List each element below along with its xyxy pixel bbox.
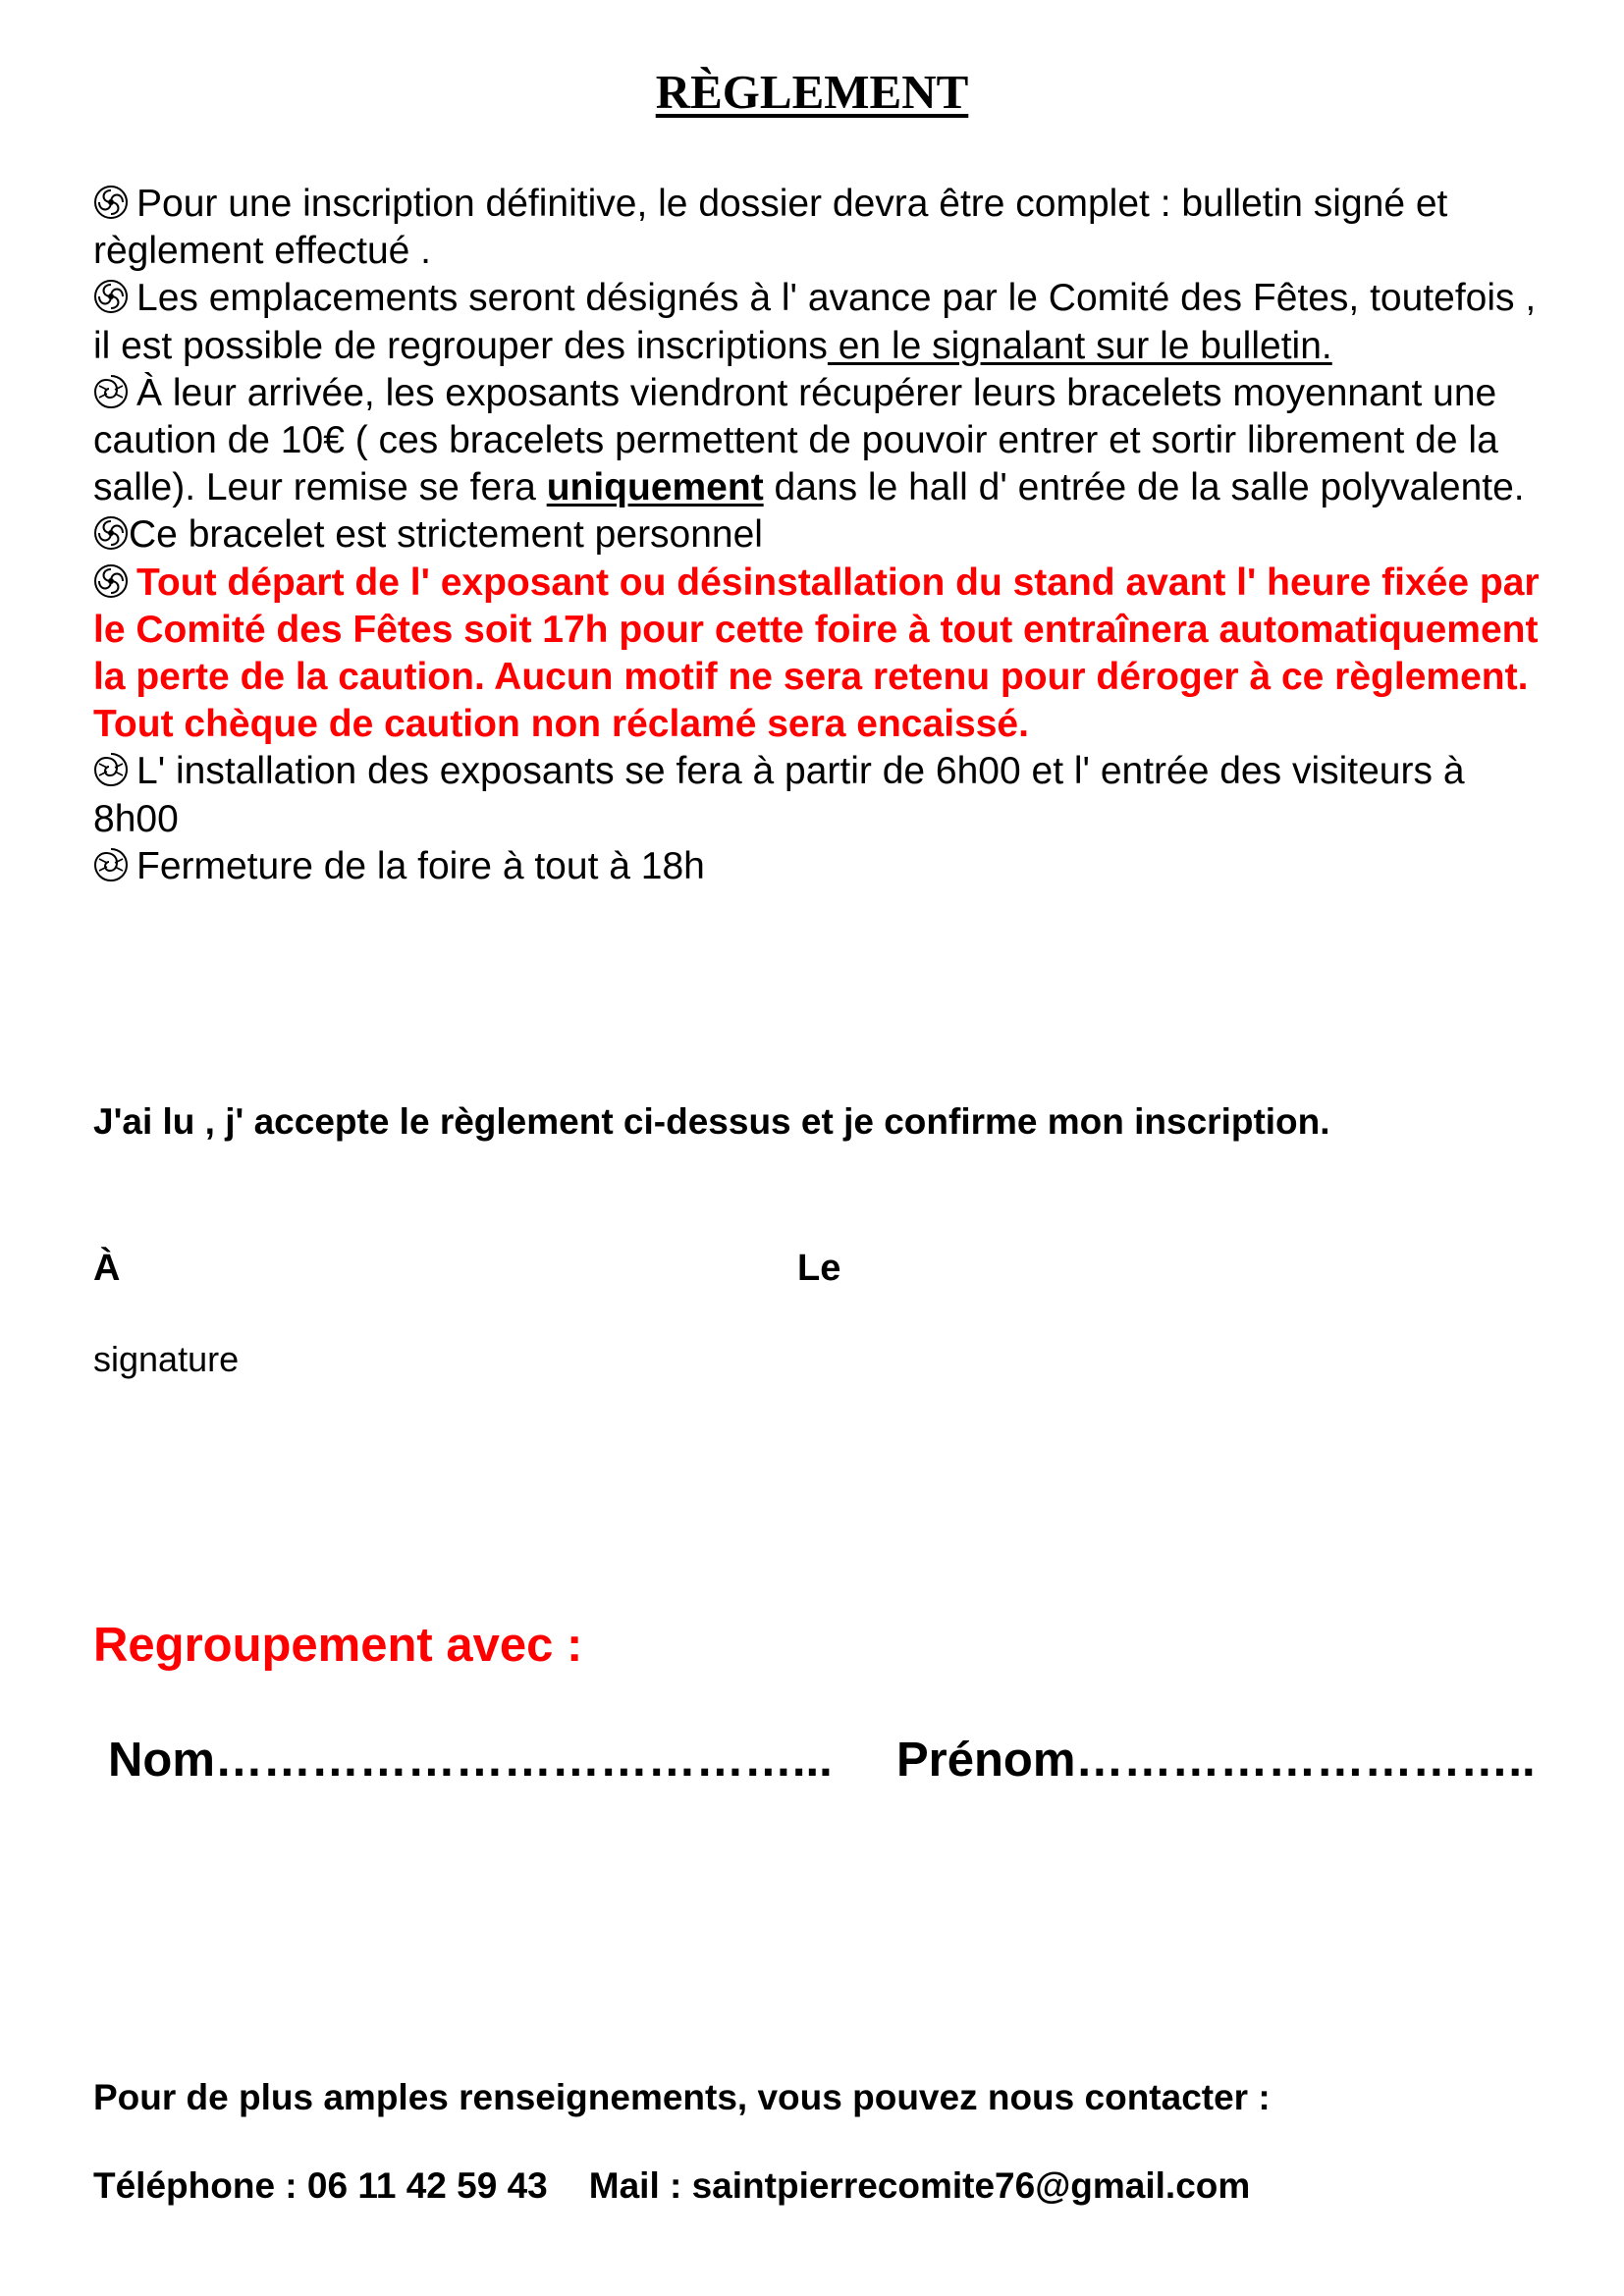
rule-7: [93, 843, 1546, 890]
rule-3-text: À leur arrivée, les exposants viendront récupérer leurs bracelets moyennant une caution de 10€ ( ces bracelets permettent de pouvoir entrer et sortir librement de la salle). Leur remise se fera: [93, 371, 1498, 509]
rule-3-text-end: dans le hall d' entrée de la salle polyvalente.: [763, 466, 1525, 509]
rule-1: [93, 181, 1546, 275]
contact-line: [93, 2165, 1250, 2207]
rule-6: [93, 748, 1546, 842]
prenom-field: Prénom………………………..: [896, 1734, 1536, 1787]
swirl-bullet-icon: [93, 279, 129, 314]
rule-6-text: L' installation des exposants se fera à partir de 6h00 et l' entrée des visiteurs à 8h00: [93, 750, 1465, 840]
rule-5-warning: Tout départ de l' exposant ou désinstallation du stand avant l' heure fixée par le Comité des Fêtes soit 17h pour cette foire à tout entraînera automatiquement la perte de la caution. Aucun motif ne sera retenu pour déroger à ce règlement. Tout chèque de caution non réclamé sera encaissé.: [93, 561, 1540, 746]
swirl-bullet-icon: [93, 515, 129, 551]
nom-field: Nom………………………………...: [108, 1734, 833, 1787]
rule-7-text: Fermeture de la foire à tout à 18h: [136, 844, 705, 887]
regroupement-heading: Regroupement avec :: [93, 1619, 583, 1672]
rule-2-underlined: en le signalant sur le bulletin.: [827, 324, 1332, 367]
rule-3-emphasis: uniquement: [546, 466, 764, 509]
swirl-bullet-icon: [93, 563, 129, 599]
contact-intro: Pour de plus amples renseignements, vous pouvez nous contacter :: [93, 2077, 1271, 2117]
page-title-text: RÈGLEMENT: [655, 65, 969, 119]
contact-mail: Mail : saintpierrecomite76@gmail.com: [588, 2165, 1251, 2206]
rule-4-text: Ce bracelet est strictement personnel: [129, 513, 763, 557]
rule-1-text: Pour une inscription définitive, le dossier devra être complet : bulletin signé et règlement effectué .: [93, 183, 1448, 273]
swirl-bullet-icon: [93, 185, 129, 220]
rule-5: [93, 560, 1546, 749]
spiral-bullet-icon: [93, 847, 129, 882]
contact-phone: Téléphone : 06 11 42 59 43: [93, 2165, 548, 2206]
page-title: [0, 65, 1624, 120]
date-label: Le: [797, 1248, 841, 1289]
rule-2: [93, 275, 1546, 369]
rule-2-text: Les emplacements seront désignés à l' avance par le Comité des Fêtes, toutefois , il est possible de regrouper des inscriptions: [93, 277, 1537, 367]
rules-list: [93, 181, 1546, 890]
acceptance-statement: J'ai lu , j' accepte le règlement ci-dessus et je confirme mon inscription.: [93, 1101, 1330, 1142]
rule-4: [93, 511, 1546, 559]
signature-label: signature: [93, 1339, 240, 1379]
place-label: À: [93, 1248, 121, 1289]
rule-3: [93, 370, 1546, 512]
spiral-bullet-icon: [93, 374, 129, 409]
spiral-bullet-icon: [93, 752, 129, 787]
